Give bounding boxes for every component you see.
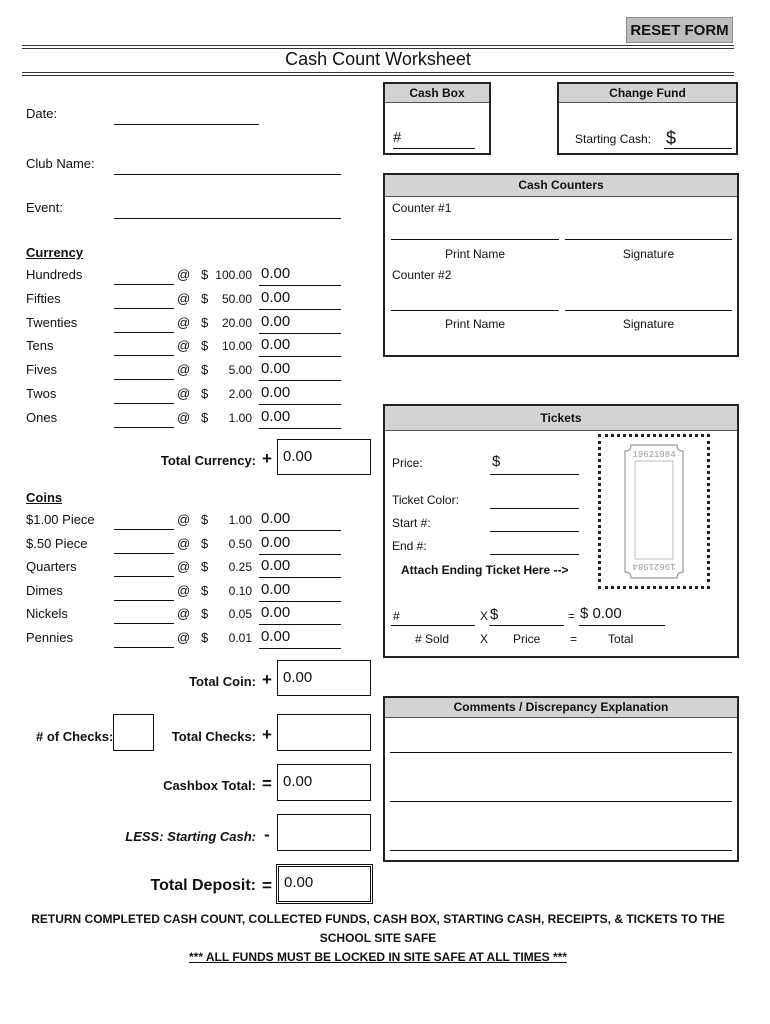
row-label: Pennies xyxy=(26,630,73,645)
quantity-field[interactable] xyxy=(114,288,174,309)
cash-box-header: Cash Box xyxy=(385,84,489,103)
quantity-field[interactable] xyxy=(114,407,174,428)
denomination: 1.00 xyxy=(228,410,252,425)
total-coin-op: + xyxy=(262,670,272,689)
comments-header: Comments / Discrepancy Explanation xyxy=(385,698,737,718)
checks-count-box[interactable] xyxy=(113,714,154,751)
footer-line-1: RETURN COMPLETED CASH COUNT, COLLECTED FUNDS, CASH BOX, STARTING CASH, RECEIPTS, & TICKETS TO THE xyxy=(31,912,725,926)
total-deposit-label: Total Deposit: xyxy=(150,877,256,894)
date-label: Date: xyxy=(26,106,58,121)
quantity-field[interactable] xyxy=(114,627,174,648)
reset-form-button[interactable]: RESET FORM xyxy=(626,17,733,43)
amount-value: 0.00 xyxy=(261,288,291,306)
total-coin-box[interactable]: 0.00 xyxy=(277,660,371,696)
quantity-field[interactable] xyxy=(114,509,174,530)
cash-counters-panel xyxy=(383,173,739,357)
quantity-field[interactable] xyxy=(114,335,174,356)
calc-eq: = xyxy=(568,609,576,623)
ticket-end-label: End #: xyxy=(392,539,427,553)
total-caption: Total xyxy=(608,632,634,646)
ticket-start-label: Start #: xyxy=(392,516,431,530)
denomination: 0.25 xyxy=(228,560,252,575)
amount-value: 0.00 xyxy=(261,384,291,401)
tickets-total-line[interactable] xyxy=(579,625,665,626)
total-coin-label: Total Coin: xyxy=(189,674,256,689)
dollar-sign: $ xyxy=(201,338,209,354)
row-label: Fives xyxy=(26,362,58,378)
total-checks-op: + xyxy=(262,725,272,744)
date-field[interactable] xyxy=(114,104,259,125)
dollar-sign: $ xyxy=(201,582,209,598)
ticket-price-line[interactable] xyxy=(490,474,579,475)
at-symbol: @ xyxy=(177,512,191,527)
amount-line[interactable] xyxy=(259,530,341,531)
at-symbol: @ xyxy=(177,267,191,282)
at-symbol: @ xyxy=(177,606,191,622)
tickets-price-calc-line[interactable] xyxy=(489,625,564,626)
counter-1-name-line[interactable] xyxy=(391,239,559,240)
at-symbol: @ xyxy=(177,362,191,378)
cash-box-number-line[interactable] xyxy=(393,148,475,149)
counter-1-signature-line[interactable] xyxy=(565,239,732,240)
counter-2-signature-caption: Signature xyxy=(622,317,675,331)
dollar-sign: $ xyxy=(201,314,209,330)
starting-cash-label: Starting Cash: xyxy=(575,132,652,146)
dollar-sign: $ xyxy=(201,606,209,622)
amount-value: 0.00 xyxy=(261,604,291,622)
price-caption: Price xyxy=(513,632,541,646)
denomination: 0.05 xyxy=(228,607,252,622)
cash-counters-header: Cash Counters xyxy=(385,175,737,197)
at-symbol: @ xyxy=(177,314,191,330)
starting-cash-line[interactable] xyxy=(664,148,732,149)
denomination: 20.00 xyxy=(221,315,252,330)
total-deposit-op: = xyxy=(262,876,272,895)
quantity-field[interactable] xyxy=(114,312,174,333)
comments-line-1[interactable] xyxy=(390,752,732,753)
sold-caption: # Sold xyxy=(415,632,450,646)
total-checks-box[interactable] xyxy=(277,714,371,751)
quantity-field[interactable] xyxy=(114,359,174,380)
starting-cash-sign: $ xyxy=(666,128,677,148)
club-name-field[interactable] xyxy=(114,154,341,175)
row-label: Ones xyxy=(26,409,58,425)
amount-line[interactable] xyxy=(259,624,341,625)
dollar-sign: $ xyxy=(201,290,209,306)
row-label: Dimes xyxy=(26,582,63,598)
quantity-field[interactable] xyxy=(114,383,174,404)
amount-line[interactable] xyxy=(259,648,341,649)
calc-hash: # xyxy=(393,609,400,623)
dollar-sign: $ xyxy=(201,535,209,551)
footer-line-3: *** ALL FUNDS MUST BE LOCKED IN SITE SAFE AT ALL TIMES *** xyxy=(188,950,568,964)
denomination: 1.00 xyxy=(228,513,252,527)
counter-1-signature-caption: Signature xyxy=(622,247,675,261)
amount-line[interactable] xyxy=(259,554,341,555)
dollar-sign: $ xyxy=(201,362,209,378)
ticket-bottom-number: 19621984 xyxy=(632,561,676,571)
at-symbol: @ xyxy=(177,535,191,551)
denomination: 100.00 xyxy=(215,268,252,282)
denomination: 50.00 xyxy=(221,291,252,306)
row-label: Twenties xyxy=(26,314,78,330)
quantity-field[interactable] xyxy=(114,603,174,624)
ticket-color-label: Ticket Color: xyxy=(392,493,459,507)
currency-heading: Currency xyxy=(26,245,84,260)
amount-line[interactable] xyxy=(259,577,341,578)
amount-line[interactable] xyxy=(259,404,341,405)
amount-value: 0.00 xyxy=(261,580,291,598)
amount-value: 0.00 xyxy=(261,336,291,354)
counter-2-signature-line[interactable] xyxy=(565,310,732,311)
ticket-price-sign: $ xyxy=(492,453,501,470)
amount-value: 0.00 xyxy=(261,312,291,330)
comments-line-3[interactable] xyxy=(390,850,732,851)
event-field[interactable] xyxy=(114,198,341,219)
quantity-field[interactable] xyxy=(114,580,174,601)
total-currency-box[interactable]: 0.00 xyxy=(277,439,371,475)
ticket-end-line[interactable] xyxy=(490,554,579,555)
at-symbol: @ xyxy=(177,409,191,425)
dollar-sign: $ xyxy=(201,559,209,575)
at-symbol: @ xyxy=(177,582,191,598)
total-currency-op: + xyxy=(262,449,272,468)
footer-line-2: SCHOOL SITE SAFE xyxy=(319,931,437,945)
row-label: Tens xyxy=(26,338,54,354)
amount-value: 0.00 xyxy=(261,407,291,425)
amount-value: 0.00 xyxy=(261,533,291,551)
total-currency-label: Total Currency: xyxy=(160,453,256,468)
amount-value: 0.00 xyxy=(261,360,291,378)
ticket-top-number: 19621984 xyxy=(632,450,676,460)
ticket-attach-area[interactable] xyxy=(598,434,710,589)
dollar-sign: $ xyxy=(201,386,209,401)
row-label: $1.00 Piece xyxy=(26,512,95,527)
page-title: Cash Count Worksheet xyxy=(285,49,471,69)
row-label: Nickels xyxy=(26,606,68,622)
row-label: $.50 Piece xyxy=(26,535,88,551)
row-label: Twos xyxy=(26,386,57,401)
change-fund-header: Change Fund xyxy=(559,84,736,103)
quantity-field[interactable] xyxy=(114,556,174,577)
comments-line-2[interactable] xyxy=(390,801,732,802)
cashbox-total-op: = xyxy=(262,774,272,793)
dollar-sign: $ xyxy=(201,630,209,645)
tickets-total-value: $ 0.00 xyxy=(580,605,622,622)
amount-line[interactable] xyxy=(259,356,341,357)
ticket-start-line[interactable] xyxy=(490,531,579,532)
row-label: Fifties xyxy=(26,290,61,306)
cashbox-total-box[interactable]: 0.00 xyxy=(277,764,371,801)
amount-line[interactable] xyxy=(259,333,341,334)
eq-caption: = xyxy=(570,632,578,646)
denomination: 10.00 xyxy=(221,339,252,354)
ticket-price-label: Price: xyxy=(392,456,423,470)
denomination: 5.00 xyxy=(228,363,252,378)
counter-2-print-name-caption: Print Name xyxy=(444,317,506,331)
counter-2-name-line[interactable] xyxy=(391,310,559,311)
denomination: 0.01 xyxy=(228,631,252,645)
calc-dollar: $ xyxy=(490,606,499,623)
counter-1-print-name-caption: Print Name xyxy=(444,247,506,261)
calc-x: X xyxy=(480,609,489,623)
less-starting-cash-box[interactable] xyxy=(277,814,371,851)
dollar-sign: $ xyxy=(201,409,209,425)
cash-box-hash: # xyxy=(393,129,402,146)
total-checks-label: Total Checks: xyxy=(171,729,256,744)
denomination: 0.10 xyxy=(228,583,252,598)
denomination: 0.50 xyxy=(228,536,252,551)
amount-value: 0.00 xyxy=(261,510,291,527)
row-label: Hundreds xyxy=(26,267,83,282)
at-symbol: @ xyxy=(177,290,191,306)
less-starting-cash-label: LESS: Starting Cash: xyxy=(125,829,256,844)
row-label: Quarters xyxy=(26,559,77,575)
dollar-sign: $ xyxy=(201,512,209,527)
checks-count-label: # of Checks: xyxy=(36,729,114,744)
at-symbol: @ xyxy=(177,338,191,354)
amount-line[interactable] xyxy=(259,380,341,381)
ticket-color-line[interactable] xyxy=(490,508,579,509)
at-symbol: @ xyxy=(177,559,191,575)
tickets-panel xyxy=(383,404,739,658)
cash-box-panel xyxy=(383,82,491,155)
tickets-header: Tickets xyxy=(385,406,737,431)
amount-line[interactable] xyxy=(259,601,341,602)
amount-line[interactable] xyxy=(259,285,341,286)
tickets-sold-line[interactable] xyxy=(391,625,475,626)
club-name-label: Club Name: xyxy=(26,156,95,171)
change-fund-panel xyxy=(557,82,738,155)
quantity-field[interactable] xyxy=(114,264,174,285)
cashbox-total-label: Cashbox Total: xyxy=(163,778,256,793)
amount-value: 0.00 xyxy=(261,265,291,282)
x-caption: X xyxy=(480,632,489,646)
comments-panel xyxy=(383,696,739,862)
counter-1-label: Counter #1 xyxy=(392,201,452,215)
less-starting-cash-op: - xyxy=(264,825,270,844)
at-symbol: @ xyxy=(177,386,191,401)
coins-heading: Coins xyxy=(26,490,63,505)
amount-value: 0.00 xyxy=(261,628,291,645)
denomination: 2.00 xyxy=(228,387,252,401)
dollar-sign: $ xyxy=(201,267,209,282)
title-rule-bottom xyxy=(22,72,734,76)
amount-line[interactable] xyxy=(259,309,341,310)
total-deposit-box[interactable]: 0.00 xyxy=(276,864,373,904)
event-label: Event: xyxy=(26,200,63,215)
amount-value: 0.00 xyxy=(261,557,291,575)
amount-line[interactable] xyxy=(259,428,341,429)
counter-2-label: Counter #2 xyxy=(392,268,452,282)
attach-ticket-label: Attach Ending Ticket Here --> xyxy=(401,563,569,577)
at-symbol: @ xyxy=(177,630,191,645)
quantity-field[interactable] xyxy=(114,533,174,554)
